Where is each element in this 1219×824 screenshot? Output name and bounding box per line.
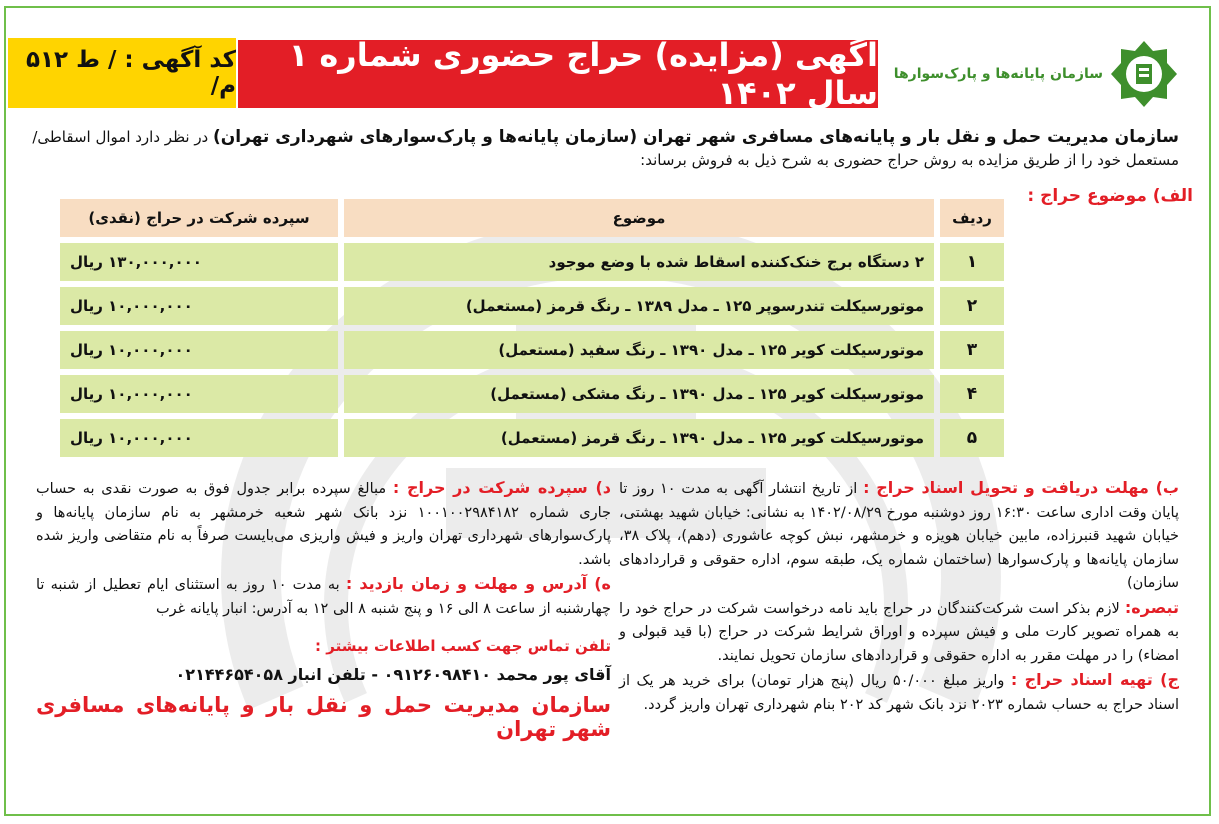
row-number: ۱ (940, 243, 1004, 281)
section-c-title: ج) تهیه اسناد حراج : (1010, 670, 1179, 689)
row-deposit: ۱۰,۰۰۰,۰۰۰ ریال (60, 331, 338, 369)
contact-title: تلفن تماس جهت کسب اطلاعات بیشتر : (315, 637, 611, 655)
row-deposit: ۱۰,۰۰۰,۰۰۰ ریال (60, 287, 338, 325)
row-subject: موتورسیکلت کویر ۱۲۵ ـ مدل ۱۳۹۰ ـ رنگ مشکی (مستعمل) (344, 375, 934, 413)
row-subject: موتورسیکلت کویر ۱۲۵ ـ مدل ۱۳۹۰ ـ رنگ سفید (مستعمل) (344, 331, 934, 369)
row-number: ۴ (940, 375, 1004, 413)
organization-footer: سازمان مدیریت حمل و نقل بار و پایانه‌های مسافری شهر تهران (36, 693, 611, 741)
section-b (619, 476, 1179, 596)
section-b-title: ب) مهلت دریافت و تحویل اسناد حراج : (863, 478, 1180, 497)
row-subject: موتورسیکلت تندرسوپر ۱۲۵ ـ مدل ۱۳۸۹ ـ رنگ قرمز (مستعمل) (344, 287, 934, 325)
row-deposit: ۱۰,۰۰۰,۰۰۰ ریال (60, 419, 338, 457)
section-e-title: ه) آدرس و مهلت و زمان بازدید : (345, 574, 612, 593)
section-d-text: مبالغ سپرده برابر جدول فوق به صورت نقدی به حساب جاری شماره ۱۰۰۱۰۰۲۹۸۴۱۸۲ نزد بانک شهر شعبه خرمشهر به نام سازمان پایانه‌ها و پارک‌سوارهای شهرداری تهران واریز و فیش واریزی می‌بایست صرفاً به نام متقاضی واریز شده باشد. (36, 481, 611, 568)
logo-text-line-1: سازمان پایانه‌ها و پارک‌سوارها (893, 66, 1103, 82)
section-a-title: الف) موضوع حراج : (1027, 186, 1193, 206)
right-column (619, 476, 1179, 717)
section-d (36, 476, 611, 572)
left-column (36, 476, 611, 741)
table-row (60, 331, 1004, 369)
terminal-organization-logo-icon (1109, 39, 1179, 109)
note (619, 596, 1179, 669)
header-deposit: سپرده شرکت در حراج (نقدی) (60, 199, 338, 237)
section-b-text: از تاریخ انتشار آگهی به مدت ۱۰ روز تا پایان وقت اداری ساعت ۱۶:۳۰ روز دوشنبه مورخ ۱۴۰۲/۰۸/۲۹ به نشانی: خیابان شهید بهشتی، خیابان شهید قنبرزاده، مابین خیابان هویزه و خرمشهر، نبش کوچه عاشوری (دهم)، پلاک ۳۸، سازمان پایانه‌ها و پارک‌سوارها (ساختمان شماره یک، طبقه سوم، اداره حقوقی و قراردادهای سازمان) (619, 481, 1179, 591)
auction-items-table (54, 193, 1010, 463)
header-subject: موضوع (344, 199, 934, 237)
row-deposit: ۱۳۰,۰۰۰,۰۰۰ ریال (60, 243, 338, 281)
ad-title-banner: آگهی (مزایده) حراج حضوری شماره ۱ سال ۱۴۰۲ (238, 40, 878, 108)
ad-code-banner: کد آگهی : / ط ۵۱۲ م/ (8, 38, 236, 108)
intro-paragraph (4, 126, 1179, 172)
table-row (60, 375, 1004, 413)
note-text: لازم بذکر است شرکت‌کنندگان در حراج باید نامه درخواست شرکت در حراج خود را به همراه تصویر کارت ملی و فیش سپرده و اوراق شرایط شرکت در حراج (با قید قبولی و امضاء) را در مهلت مقرر به اداره حقوقی و قراردادهای سازمان تحویل نمایند. (619, 600, 1179, 664)
row-number: ۳ (940, 331, 1004, 369)
organization-logo (879, 38, 1179, 110)
table-row (60, 287, 1004, 325)
intro-bold: سازمان مدیریت حمل و نقل بار و پایانه‌های مسافری شهر تهران (سازمان پایانه‌ها و پارک‌سوارهای شهرداری تهران) (213, 127, 1179, 147)
contact-phone-line: آقای پور محمد ۰۹۱۲۶۰۹۸۴۱۰ - تلفن انبار ۰۲۱۴۴۶۵۴۰۵۸ (175, 664, 611, 684)
section-e-text: به مدت ۱۰ روز به استثنای ایام تعطیل از شنبه تا چهارشنبه از ساعت ۸ الی ۱۶ و پنج شنبه ۸ الی ۱۲ به آدرس: انبار پایانه غرب (36, 577, 611, 617)
section-c-text: واریز مبلغ ۵۰/۰۰۰ ریال (پنج هزار تومان) برای خرید هر یک از اسناد حراج به حساب شماره ۲۰۲۳ نزد بانک شهر کد ۲۰۲ بنام شهرداری تهران واریز گردد. (619, 673, 1179, 713)
table-row (60, 243, 1004, 281)
section-d-title: د) سپرده شرکت در حراج : (392, 478, 611, 497)
intro-rest: در نظر دارد اموال اسقاطی/ مستعمل خود را از طریق مزایده به روش حراج حضوری به شرح ذیل به فروش برساند: (32, 128, 1179, 169)
section-c (619, 668, 1179, 717)
note-title: تبصره: (1124, 597, 1179, 617)
ad-frame (4, 6, 1211, 816)
section-e (36, 572, 611, 621)
row-number: ۵ (940, 419, 1004, 457)
table-header-row (60, 199, 1004, 237)
row-number: ۲ (940, 287, 1004, 325)
row-subject: موتورسیکلت کویر ۱۲۵ ـ مدل ۱۳۹۰ ـ رنگ قرمز (مستعمل) (344, 419, 934, 457)
row-subject: ۲ دستگاه برج خنک‌کننده اسقاط شده با وضع موجود (344, 243, 934, 281)
table-row (60, 419, 1004, 457)
row-deposit: ۱۰,۰۰۰,۰۰۰ ریال (60, 375, 338, 413)
header-row-number: ردیف (940, 199, 1004, 237)
